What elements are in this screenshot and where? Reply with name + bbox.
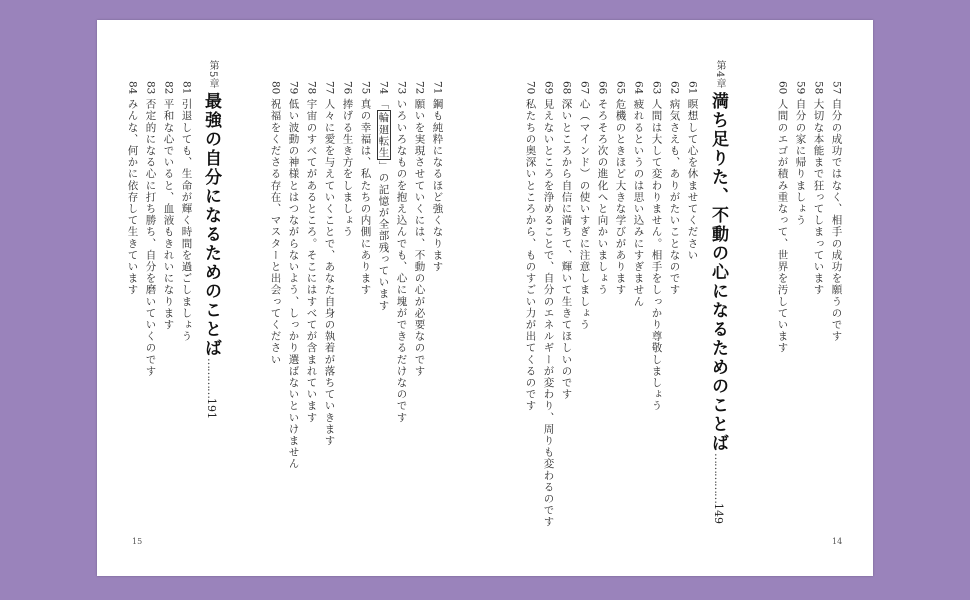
toc-item-70 — [525, 81, 536, 412]
toc-item-75 — [360, 81, 371, 296]
toc-item-74 — [378, 81, 389, 311]
item-text: 深いところから自信に満ちて、輝いて生きてほしいのです — [560, 98, 573, 400]
item-number: 77 — [323, 81, 336, 95]
item-number: 75 — [359, 81, 372, 95]
item-text: 願いを実現させていくには、不動の心が必要なのです — [413, 98, 426, 377]
boxed-term: 輪廻転生 — [377, 111, 390, 159]
item-text: 危機のときほど大きな学びがあります — [614, 98, 627, 296]
page-number-left: 15 — [132, 537, 143, 546]
item-number: 82 — [162, 81, 175, 95]
item-number: 79 — [287, 81, 300, 95]
item-number: 80 — [269, 81, 282, 95]
item-number: 81 — [180, 81, 193, 95]
item-number: 68 — [560, 81, 573, 95]
item-text: 自分の家に帰りましょう — [794, 98, 807, 226]
item-text: 宇宙のすべてがあるところ。そこにはすべてが含まれています — [305, 98, 318, 424]
item-number: 61 — [686, 81, 699, 95]
item-text: 人々に愛を与えていくことで、あなた自身の執着が落ちていきます — [323, 98, 336, 447]
toc-item-67 — [579, 81, 590, 330]
toc-item-78 — [306, 81, 317, 423]
item-text: 人間のエゴが積み重なって、世界を汚しています — [776, 98, 789, 354]
item-number: 73 — [395, 81, 408, 95]
item-number: 71 — [431, 81, 444, 95]
toc-item-63 — [651, 81, 662, 412]
book-spread — [97, 20, 873, 576]
item-number: 57 — [830, 81, 843, 95]
toc-item-81 — [181, 81, 192, 342]
item-text: 捧げる生き方をしましょう — [341, 98, 354, 238]
item-number: 60 — [776, 81, 789, 95]
chapter-4-heading[interactable] — [709, 92, 726, 524]
leader-dots: ………… — [205, 358, 218, 398]
chapter-5-label: 第5章 — [207, 60, 218, 90]
item-text: 低い波動の神様とはつながらないよう、しっかり選ばないといけません — [287, 98, 300, 470]
item-number: 76 — [341, 81, 354, 95]
item-text: 病気さえも、ありがたいことなのです — [668, 98, 681, 296]
toc-item-65 — [615, 81, 626, 296]
item-text-open: 「 — [377, 98, 390, 110]
item-text: 瞑想して心を休ませてください — [686, 98, 699, 261]
toc-item-82 — [163, 81, 174, 330]
item-text: 平和な心でいると、血液もきれいになります — [162, 98, 175, 331]
toc-item-72 — [414, 81, 425, 377]
item-text: 自分の成功ではなく、相手の成功を願うのです — [830, 98, 843, 342]
toc-item-59 — [795, 81, 806, 226]
item-number: 65 — [614, 81, 627, 95]
toc-item-73 — [396, 81, 407, 423]
chapter-4-title: 満ち足りた、不動の心になるためのことば — [708, 92, 728, 453]
toc-item-68 — [561, 81, 572, 400]
item-text: 祝福をくださる存在、マスターと出会ってください — [269, 98, 282, 366]
item-number: 59 — [794, 81, 807, 95]
chapter-5-title: 最強の自分になるためのことば — [201, 92, 221, 358]
item-number: 84 — [126, 81, 139, 95]
item-number: 58 — [812, 81, 825, 95]
item-text: 真の幸福は、私たちの内側にあります — [359, 98, 372, 296]
toc-item-61 — [687, 81, 698, 261]
item-text: みんな、何かに依存して生きています — [126, 98, 139, 296]
toc-item-79 — [288, 81, 299, 470]
chapter-5-heading[interactable] — [202, 92, 219, 419]
item-text: いろいろなものを抱え込んでも、心に塊ができるだけなのです — [395, 98, 408, 424]
item-number: 67 — [578, 81, 591, 95]
toc-item-69 — [543, 81, 554, 528]
chapter-5-page: 191 — [205, 398, 218, 419]
toc-item-64 — [633, 81, 644, 307]
item-number: 69 — [542, 81, 555, 95]
item-text: 鋼も純粋になるほど強くなります — [431, 98, 444, 273]
toc-item-66 — [597, 81, 608, 296]
page-number-right: 14 — [832, 537, 843, 546]
item-number: 62 — [668, 81, 681, 95]
item-text: 否定的になる心に打ち勝ち、自分を磨いていくのです — [144, 98, 157, 377]
toc-item-62 — [669, 81, 680, 296]
toc-item-57 — [831, 81, 842, 342]
toc-item-60 — [777, 81, 788, 354]
item-text: 大切な本能まで狂ってしまっています — [812, 98, 825, 296]
toc-item-77 — [324, 81, 335, 446]
toc-item-58 — [813, 81, 824, 296]
item-number: 72 — [413, 81, 426, 95]
item-text: 引退しても、生命が輝く時間を過ごしましょう — [180, 98, 193, 342]
item-number: 70 — [524, 81, 537, 95]
toc-item-84 — [127, 81, 138, 296]
item-text: 私たちの奥深いところから、ものすごい力が出てくるのです — [524, 98, 537, 412]
item-number: 64 — [632, 81, 645, 95]
chapter-4-page: 149 — [712, 503, 725, 524]
toc-item-80 — [270, 81, 281, 365]
item-text: 心（マインド）の使いすぎに注意しましょう — [578, 98, 591, 331]
chapter-4-label: 第4章 — [714, 60, 725, 90]
item-text: 疲れるというのは思い込みにすぎません — [632, 98, 645, 308]
item-number: 78 — [305, 81, 318, 95]
item-text: 人間は大して変わりません。相手をしっかり尊敬しましょう — [650, 98, 663, 412]
item-number: 74 — [377, 81, 390, 95]
item-number: 83 — [144, 81, 157, 95]
item-text-rest: 」の記憶が全部残っています — [377, 160, 390, 312]
leader-dots: …………… — [712, 453, 725, 503]
item-text: そろそろ次の進化へと向かいましょう — [596, 98, 609, 296]
toc-item-83 — [145, 81, 156, 377]
item-number: 63 — [650, 81, 663, 95]
toc-item-76 — [342, 81, 353, 238]
item-text: 見えないところを浄めることで、自分のエネルギーが変わり、周りも変わるのです — [542, 98, 555, 528]
toc-item-71 — [432, 81, 443, 272]
item-number: 66 — [596, 81, 609, 95]
